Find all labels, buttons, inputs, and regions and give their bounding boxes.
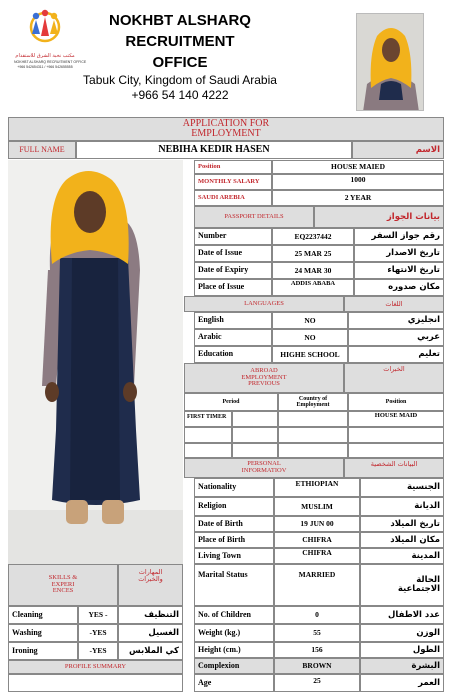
- skills-header: SKILLS & EXPERI ENCES: [8, 564, 118, 606]
- marital-status-arabic: الحالة الاجتماعية: [360, 564, 444, 606]
- logo-english: NOKHBT ALSHARQ RECRUITMENT OFFICE: [14, 60, 87, 64]
- education-arabic: تعليم: [348, 346, 444, 363]
- arabic-value: NO: [272, 329, 348, 346]
- weight-arabic: الوزن: [360, 624, 444, 642]
- abroad-col-period: Period: [184, 393, 278, 411]
- abroad-row1-period2: [232, 411, 278, 427]
- weight-label: Weight (kg.): [194, 624, 274, 642]
- birth-place-label: Place of Birth: [194, 532, 274, 548]
- passport-header: PASSPORT DETAILS: [194, 206, 314, 228]
- english-value: NO: [272, 312, 348, 329]
- birth-date-arabic: تاريخ الميلاد: [360, 516, 444, 532]
- children-label: No. of Children: [194, 606, 274, 624]
- abroad-row1-period: FIRST TIMER: [184, 411, 232, 427]
- abroad-row3-period2: [232, 443, 278, 458]
- profile-summary-header: PROFILE SUMMARY: [8, 660, 183, 674]
- religion-label: Religion: [194, 497, 274, 516]
- birth-place-value: CHIFRA: [274, 532, 360, 548]
- issue-date-arabic: تاريخ الاصدار: [354, 245, 444, 262]
- abroad-header: ABROAD EMPLOYMENT PREVIOUS: [184, 363, 344, 393]
- abroad-col-position: Position: [348, 393, 444, 411]
- birth-date-label: Date of Birth: [194, 516, 274, 532]
- issue-date-value: 25 MAR 25: [272, 245, 354, 262]
- education-label: Education: [194, 346, 272, 363]
- children-value: 0: [274, 606, 360, 624]
- religion-arabic: الديانة: [360, 497, 444, 516]
- education-value: HIGHE SCHOOL: [272, 346, 348, 363]
- height-label: Height (cm.): [194, 642, 274, 658]
- expiry-date-label: Date of Expiry: [194, 262, 272, 279]
- header-block: [80, 10, 280, 103]
- company-name-line3: OFFICE: [152, 54, 208, 71]
- company-phone: +966 54 140 4222: [131, 88, 229, 102]
- abroad-row3-position: [348, 443, 444, 458]
- ironing-value: -YES: [78, 642, 118, 660]
- logo-phone: +966 542654311 / +966 542655555: [17, 65, 73, 69]
- weight-value: 55: [274, 624, 360, 642]
- arabic-label: Arabic: [194, 329, 272, 346]
- washing-arabic: الغسيل: [118, 624, 183, 642]
- full-name-value: NEBIHA KEDIR HASEN: [76, 141, 352, 159]
- english-arabic: انجليزي: [348, 312, 444, 329]
- abroad-row2-period2: [232, 427, 278, 443]
- languages-header-arabic: اللغات: [344, 296, 444, 312]
- arabic-arabic: عربي: [348, 329, 444, 346]
- abroad-col-country: Country of Employment: [278, 393, 348, 411]
- height-value: 156: [274, 642, 360, 658]
- company-name-line2: RECRUITMENT: [125, 33, 235, 50]
- logo-arabic: مكتب نخبة الشرق للاستقدام: [15, 53, 75, 59]
- height-arabic: الطول: [360, 642, 444, 658]
- logo-figures-icon: [14, 8, 76, 48]
- cleaning-arabic: التنظيف: [118, 606, 183, 624]
- nationality-arabic: الجنسية: [360, 478, 444, 497]
- children-arabic: عدد الاطفال: [360, 606, 444, 624]
- applicant-full-body-icon: [8, 160, 183, 564]
- passport-number-arabic: رقم جواز السفر: [354, 228, 444, 245]
- complexion-label: Complexion: [194, 658, 274, 674]
- cleaning-label: Cleaning: [8, 606, 78, 624]
- position-label: Position: [194, 160, 272, 174]
- nationality-value: ETHIOPIAN: [274, 478, 360, 497]
- marital-status-label: Marital Status: [194, 564, 274, 606]
- age-label: Age: [194, 674, 274, 692]
- age-value: 25: [274, 674, 360, 692]
- abroad-row1-position: HOUSE MAID: [348, 411, 444, 427]
- abroad-row2-position: [348, 427, 444, 443]
- applicant-photo-small: [356, 13, 424, 111]
- company-name-line1: NOKHBT ALSHARQ: [109, 12, 251, 29]
- religion-value: MUSLIM: [274, 497, 360, 516]
- complexion-value: BROWN: [274, 658, 360, 674]
- personal-header: PERSONAL INFORMATIOV: [184, 458, 344, 478]
- salary-value: 1000: [272, 174, 444, 190]
- saudi-label: SAUDI AREBIA: [194, 190, 272, 206]
- application-title: APPLICATION FOR EMPLOYMENT: [8, 117, 444, 141]
- ironing-arabic: كي الملابس: [118, 642, 183, 660]
- marital-status-value: MARRIED: [274, 564, 360, 606]
- washing-label: Washing: [8, 624, 78, 642]
- english-label: English: [194, 312, 272, 329]
- birth-place-arabic: مكان الميلاد: [360, 532, 444, 548]
- living-town-value: CHIFRA: [274, 548, 360, 564]
- salary-label: MONTHLY SALARY: [194, 174, 272, 190]
- abroad-row3-period: [184, 443, 232, 458]
- ironing-label: Ironing: [8, 642, 78, 660]
- position-value: HOUSE MAIED: [272, 160, 444, 174]
- abroad-row3-country: [278, 443, 348, 458]
- passport-number-label: Number: [194, 228, 272, 245]
- languages-header: LANGUAGES: [184, 296, 344, 312]
- company-logo: [14, 8, 87, 69]
- profile-summary-body: [8, 674, 183, 692]
- expiry-date-value: 24 MAR 30: [272, 262, 354, 279]
- skills-header-arabic: المهارات والخبرات: [118, 564, 183, 606]
- passport-header-arabic: بيانات الجواز: [314, 206, 444, 228]
- applicant-portrait-icon: [357, 14, 424, 111]
- personal-header-arabic: البيانات الشخصية: [344, 458, 444, 478]
- full-name-arabic: الاسم: [352, 141, 444, 159]
- abroad-header-arabic: الخبرات: [344, 363, 444, 393]
- abroad-row2-country: [278, 427, 348, 443]
- birth-date-value: 19 JUN 00: [274, 516, 360, 532]
- washing-value: -YES: [78, 624, 118, 642]
- full-name-label: FULL NAME: [8, 141, 76, 159]
- cleaning-value: YES -: [78, 606, 118, 624]
- company-address: Tabuk City, Kingdom of Saudi Arabia: [83, 73, 277, 87]
- abroad-row1-country: [278, 411, 348, 427]
- nationality-label: Nationality: [194, 478, 274, 497]
- issue-place-value: ADDIS ABABA: [272, 279, 354, 296]
- issue-date-label: Date of Issue: [194, 245, 272, 262]
- expiry-date-arabic: تاريخ الانتهاء: [354, 262, 444, 279]
- age-arabic: العمر: [360, 674, 444, 692]
- saudi-value: 2 YEAR: [272, 190, 444, 206]
- living-town-arabic: المدينة: [360, 548, 444, 564]
- issue-place-arabic: مكان صدوره: [354, 279, 444, 296]
- passport-number-value: EQ2237442: [272, 228, 354, 245]
- applicant-photo-full: [8, 160, 183, 564]
- abroad-row2-period: [184, 427, 232, 443]
- living-town-label: Living Town: [194, 548, 274, 564]
- complexion-arabic: البشرة: [360, 658, 444, 674]
- issue-place-label: Place of Issue: [194, 279, 272, 296]
